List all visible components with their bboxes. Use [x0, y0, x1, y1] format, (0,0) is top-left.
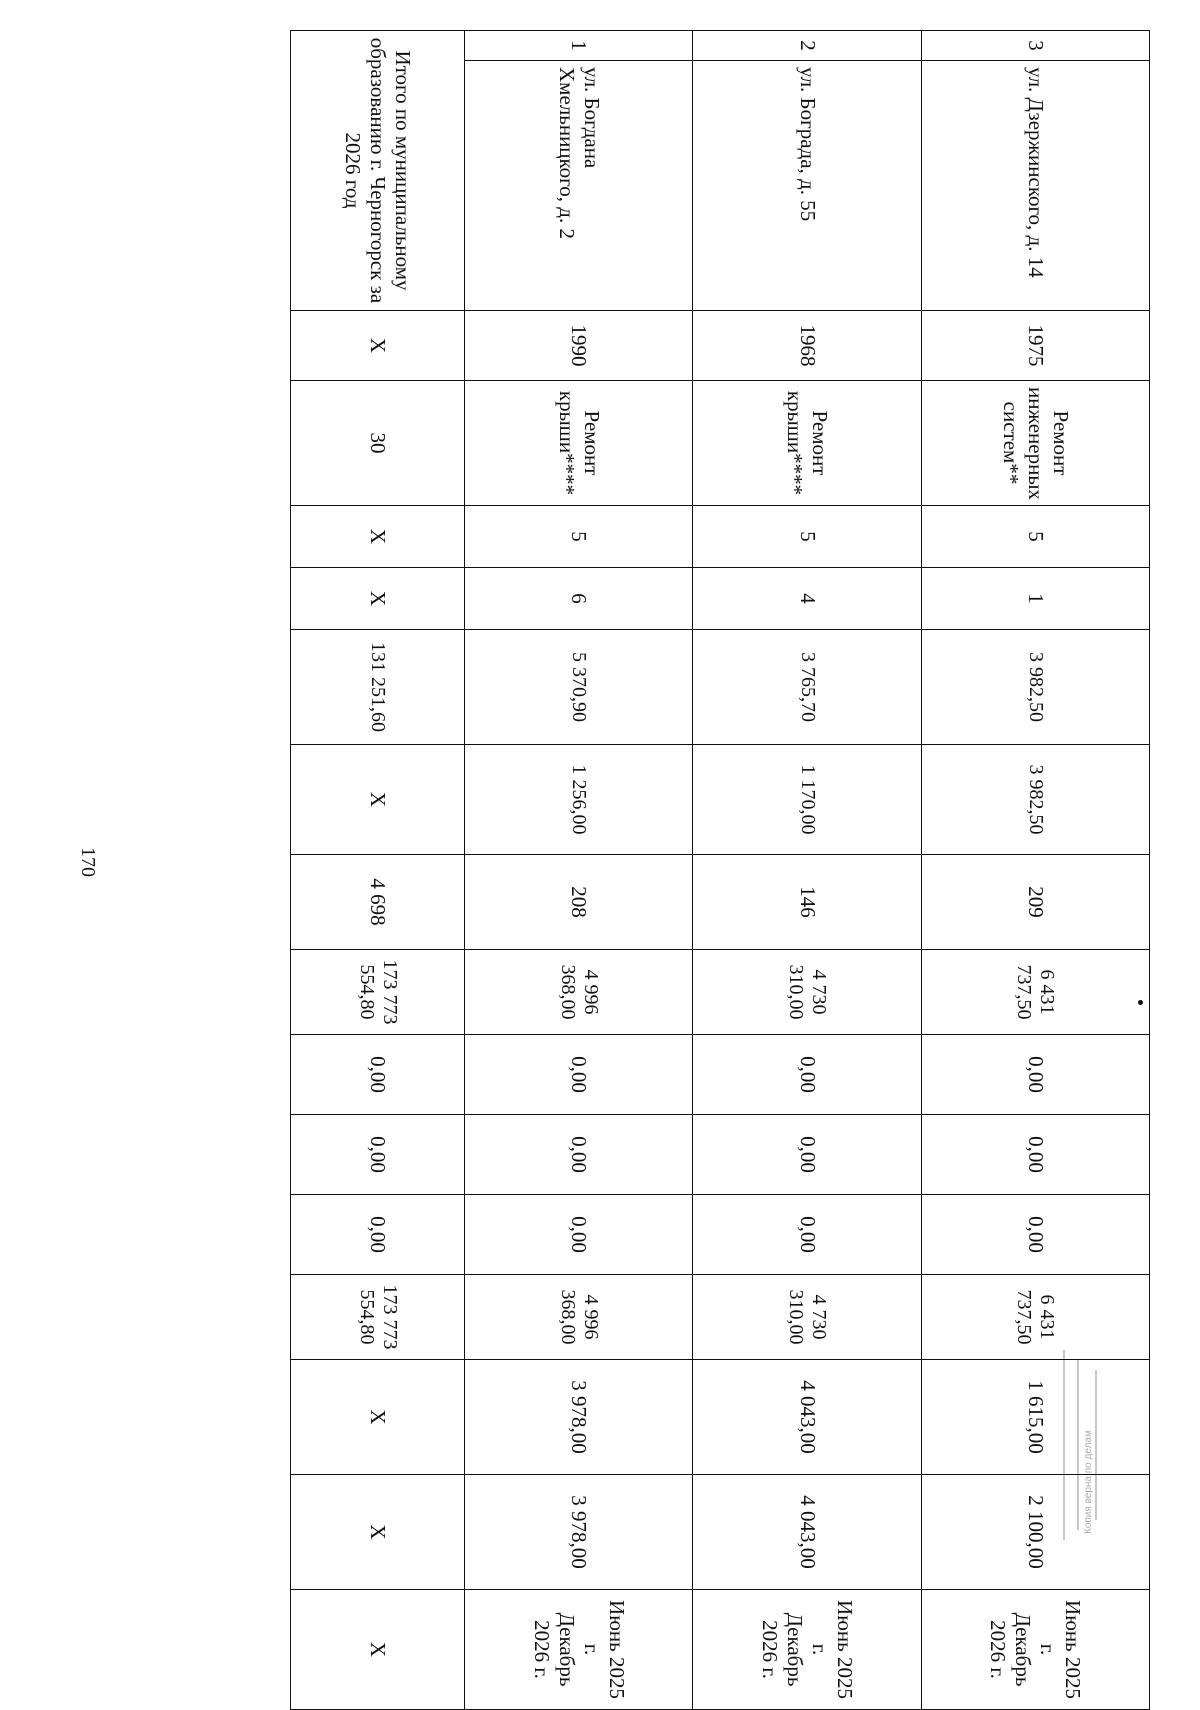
entrances: 1: [921, 568, 1149, 630]
limit-cost: 2 100,00: [921, 1475, 1149, 1590]
total-row: [291, 31, 465, 1710]
period-end: Декабрь 2026 г.: [529, 1612, 579, 1687]
area-total: 3 982,50: [921, 630, 1149, 745]
period-end: Декабрь 2026 г.: [758, 1612, 808, 1687]
cost-total: 4 996 368,00: [465, 950, 693, 1035]
cost-local: 6 431 737,50: [921, 1275, 1149, 1360]
build-year: 1968: [693, 311, 921, 381]
total-area-living: Х: [291, 745, 465, 855]
repair-program-table: [290, 30, 1150, 1710]
cost-b: 0,00: [465, 1115, 693, 1195]
unit-cost: 3 978,00: [465, 1360, 693, 1475]
entrances: 4: [693, 568, 921, 630]
cost-local: 4 730 310,00: [693, 1275, 921, 1360]
cost-a: 0,00: [465, 1035, 693, 1115]
total-area-total: 131 251,60: [291, 630, 465, 745]
total-residents: 4 698: [291, 855, 465, 950]
total-limit-cost: Х: [291, 1475, 465, 1590]
work-type: Ремонт крыши****: [465, 381, 693, 506]
area-total: 3 765,70: [693, 630, 921, 745]
table-row: [921, 31, 1149, 1710]
cost-total: 6 431 737,50: [921, 950, 1149, 1035]
address: ул. Бограда, д. 55: [693, 61, 921, 311]
floors: 5: [693, 506, 921, 568]
cost-c: 0,00: [693, 1195, 921, 1275]
period-start: Июнь 2025 г.: [808, 1600, 858, 1699]
total-cost-local: 173 773 554,80: [291, 1275, 465, 1360]
address: ул. Дзержинского, д. 14: [921, 61, 1149, 311]
total-cost-a: 0,00: [291, 1035, 465, 1115]
cost-total: 4 730 310,00: [693, 950, 921, 1035]
total-unit-cost: Х: [291, 1360, 465, 1475]
residents: 146: [693, 855, 921, 950]
row-number: 1: [465, 31, 693, 61]
build-year: 1990: [465, 311, 693, 381]
area-living: 3 982,50: [921, 745, 1149, 855]
period-start: Июнь 2025 г.: [579, 1600, 629, 1699]
cost-local: 4 996 368,00: [465, 1275, 693, 1360]
period: [465, 1590, 693, 1710]
period-end: Декабрь 2026 г.: [986, 1612, 1036, 1687]
area-total: 5 370,90: [465, 630, 693, 745]
total-cost-c: 0,00: [291, 1195, 465, 1275]
row-number: 3: [921, 31, 1149, 61]
floors: 5: [465, 506, 693, 568]
cost-b: 0,00: [693, 1115, 921, 1195]
residents: 209: [921, 855, 1149, 950]
address: ул. Богдана Хмельницкого, д. 2: [465, 61, 693, 311]
table-row: [693, 31, 921, 1710]
period-start: Июнь 2025 г.: [1036, 1600, 1086, 1699]
total-work: 30: [291, 381, 465, 506]
cost-a: 0,00: [921, 1035, 1149, 1115]
work-type: Ремонт инженерных систем**: [921, 381, 1149, 506]
cost-c: 0,00: [465, 1195, 693, 1275]
cost-b: 0,00: [921, 1115, 1149, 1195]
residents: 208: [465, 855, 693, 950]
unit-cost: 1 615,00: [921, 1360, 1149, 1475]
table-wrapper: [175, 37, 1086, 1699]
total-cost-b: 0,00: [291, 1115, 465, 1195]
cost-c: 0,00: [921, 1195, 1149, 1275]
stamp-text: Копия верна по делам: [1083, 1430, 1094, 1534]
total-period: Х: [291, 1590, 465, 1710]
total-entrances: Х: [291, 568, 465, 630]
work-type: Ремонт крыши****: [693, 381, 921, 506]
page-number: 170: [77, 847, 99, 877]
cost-a: 0,00: [693, 1035, 921, 1115]
total-floors: Х: [291, 506, 465, 568]
limit-cost: 3 978,00: [465, 1475, 693, 1590]
area-living: 1 256,00: [465, 745, 693, 855]
table-row: [465, 31, 693, 1710]
total-label: Итого по муниципальному образованию г. Черногорск за 2026 год: [291, 31, 465, 311]
unit-cost: 4 043,00: [693, 1360, 921, 1475]
period: [693, 1590, 921, 1710]
limit-cost: 4 043,00: [693, 1475, 921, 1590]
period: [921, 1590, 1149, 1710]
total-year: Х: [291, 311, 465, 381]
floors: 5: [921, 506, 1149, 568]
row-number: 2: [693, 31, 921, 61]
entrances: 6: [465, 568, 693, 630]
total-cost-total: 173 773 554,80: [291, 950, 465, 1035]
area-living: 1 170,00: [693, 745, 921, 855]
build-year: 1975: [921, 311, 1149, 381]
